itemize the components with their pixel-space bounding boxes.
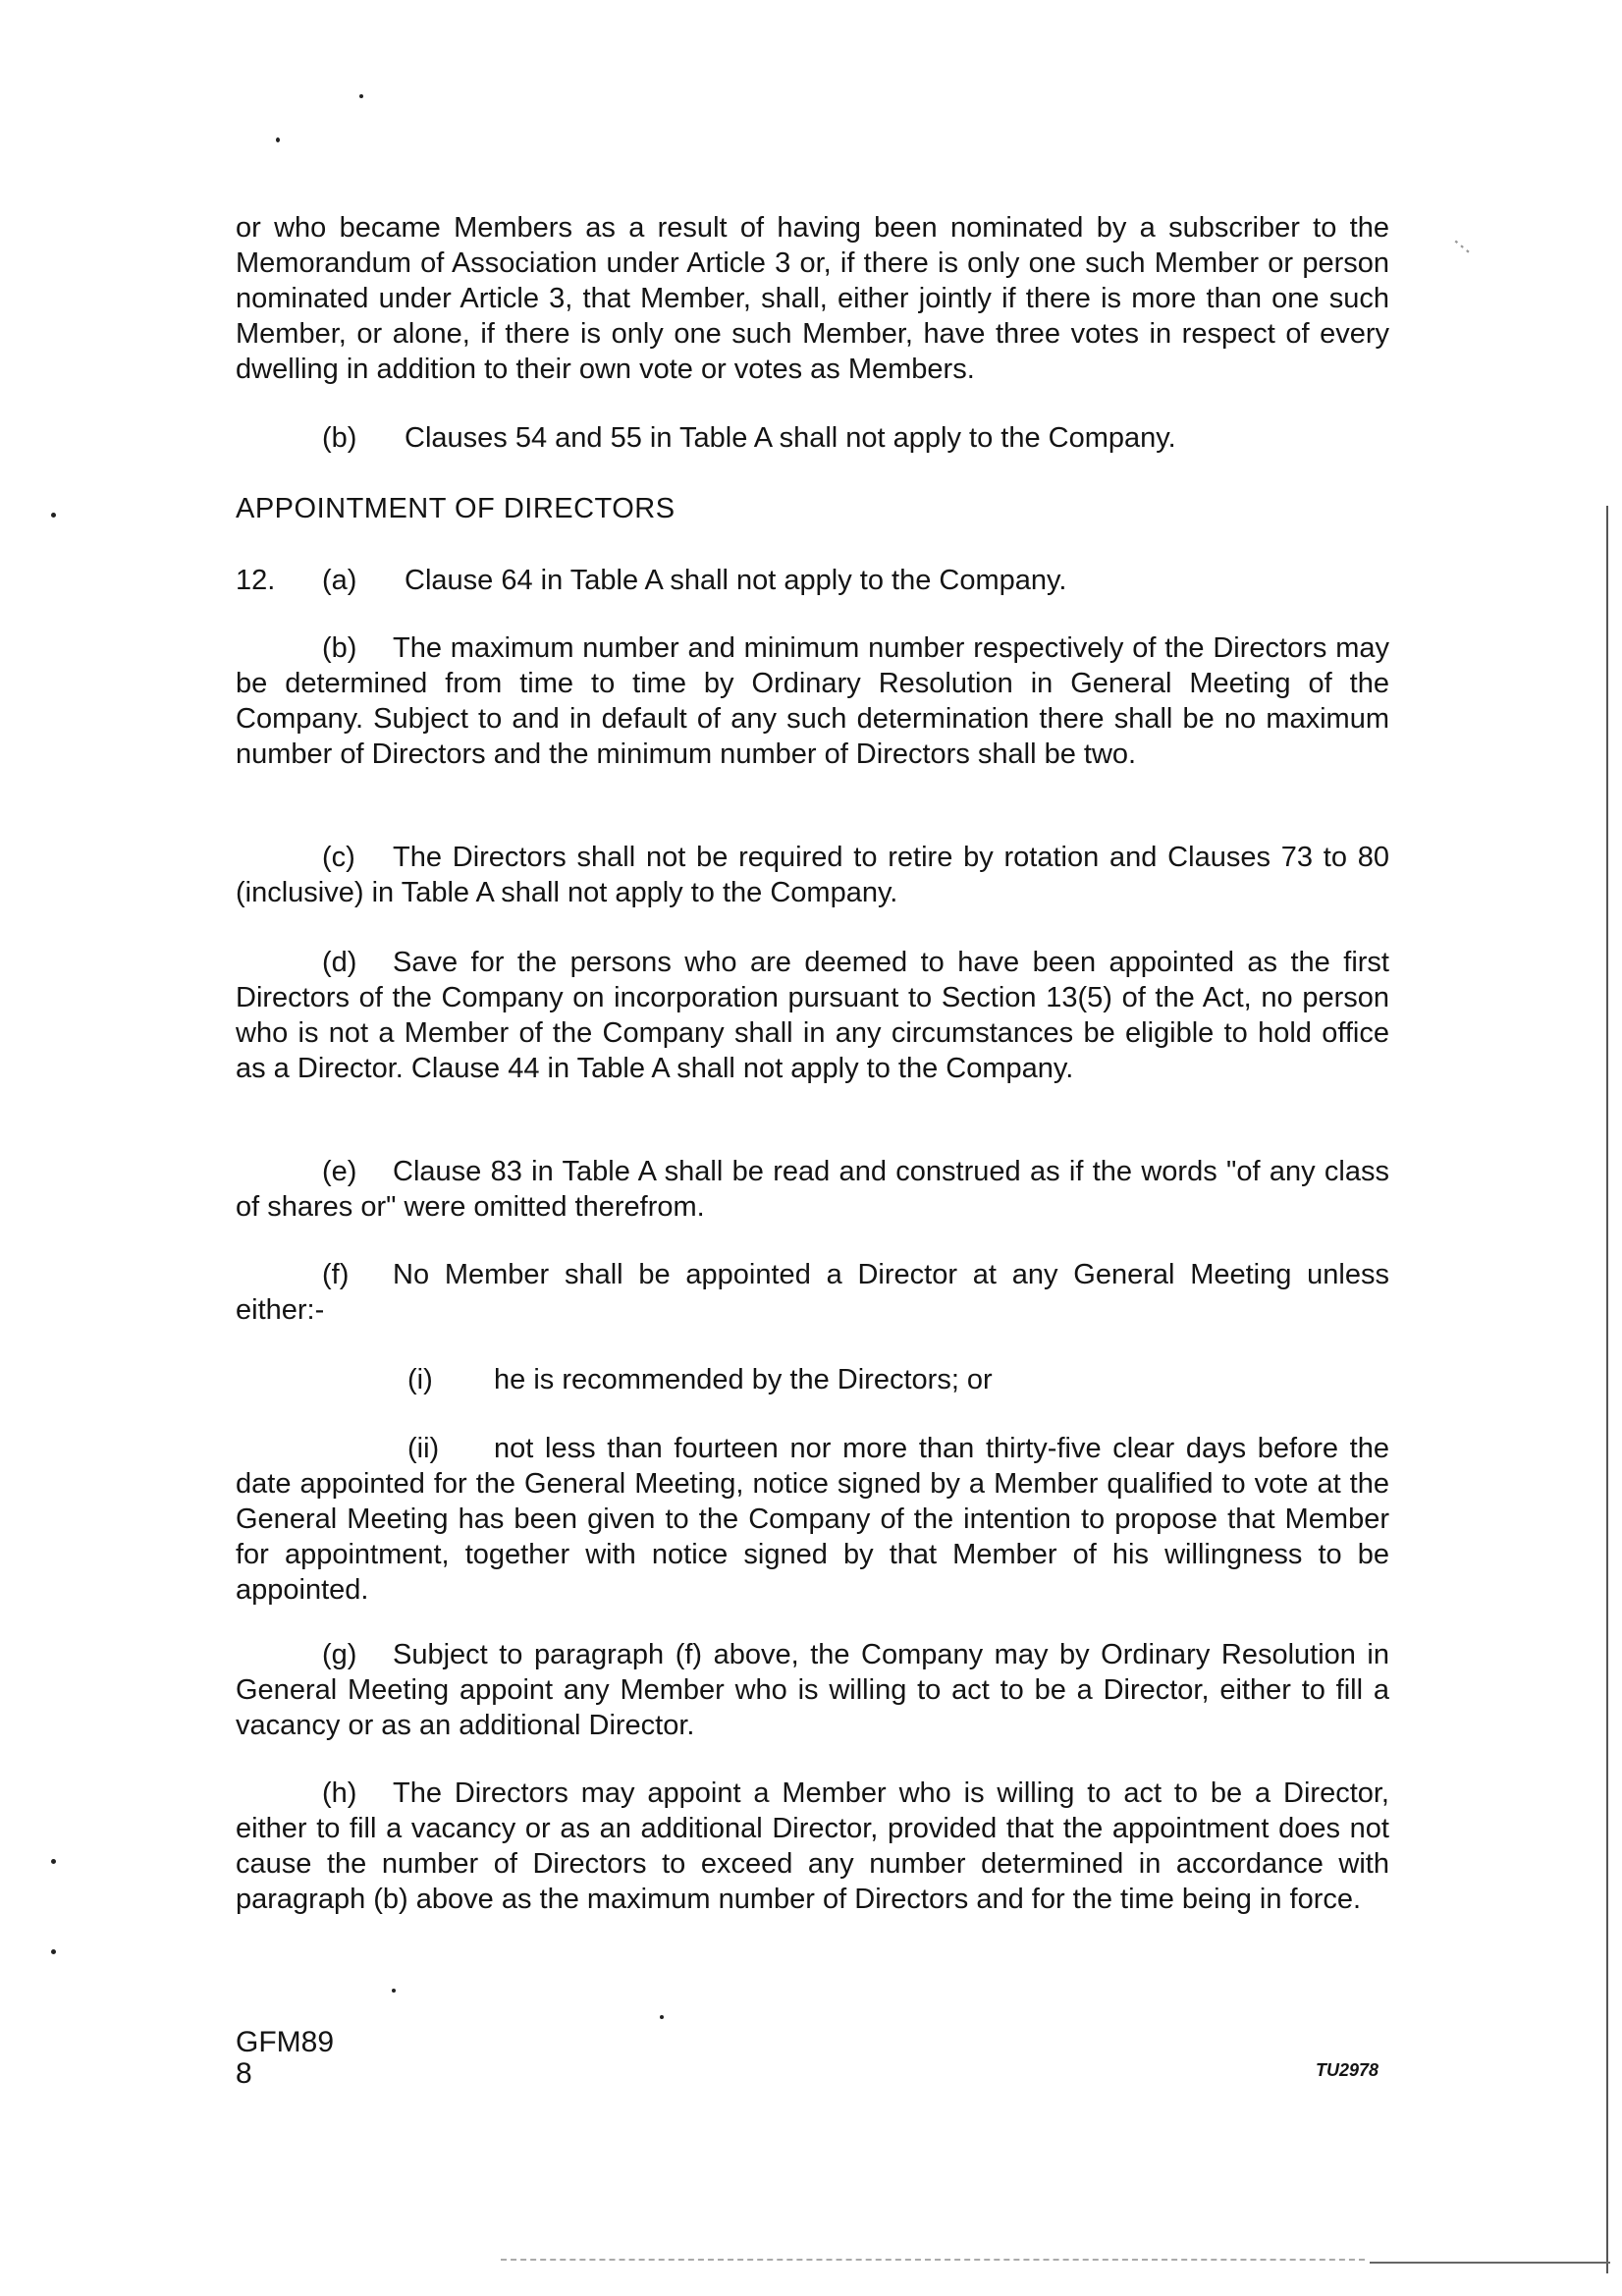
scan-speck: [359, 94, 363, 98]
footer-code: GFM89: [236, 2026, 335, 2058]
clause-text: The Directors shall not be required to retire by rotation and Clauses 73 to 80 (inclusive) in Table A shall not apply to the Company.: [236, 842, 1389, 908]
clause-12c: [236, 840, 1389, 910]
clause-label: (f): [322, 1259, 350, 1290]
clause-label: (h): [322, 1777, 357, 1809]
scan-speck: [51, 1859, 56, 1864]
clause-label: (d): [322, 947, 357, 978]
clause-11b: [322, 420, 1176, 456]
scan-speck: [660, 2015, 664, 2019]
clause-text: Subject to paragraph (f) above, the Company may by Ordinary Resolution in General Meeting appoint any Member who is willing to act to be a Director, either to fill a vacancy or as an additional Director.: [236, 1639, 1389, 1741]
clause-12a: [236, 563, 1066, 598]
clause-text: The Directors may appoint a Member who is willing to act to be a Director, either to fill a vacancy or as an additional Director, provided that the appointment does not cause the number of Directors to exceed any number determined in accordance with paragraph (b) above as the maximum number of Directors and for the time being in force.: [236, 1777, 1389, 1915]
scan-speck: [51, 513, 56, 518]
scan-mark: ⋮: [1444, 230, 1479, 263]
clause-12f-ii: [236, 1431, 1389, 1608]
clause-12b: [236, 630, 1389, 772]
section-heading: APPOINTMENT OF DIRECTORS: [236, 493, 676, 524]
document-reference: TU2978: [1316, 2060, 1379, 2080]
clause-12g: [236, 1637, 1389, 1743]
clause-12d: [236, 945, 1389, 1086]
clause-text: he is recommended by the Directors; or: [494, 1364, 993, 1395]
clause-label: (g): [322, 1639, 357, 1670]
intro-paragraph: or who became Members as a result of having been nominated by a subscriber to the Memorandum of Association under Article 3 or, if there is only one such Member or person nominated under Article 3, that Member, shall, either jointly if there is more than one such Member, or alone, if there is only one such Member, have three votes in respect of every dwelling in addition to their own vote or votes as Members.: [236, 212, 1389, 385]
clause-label: (i): [407, 1364, 433, 1395]
clause-text: not less than fourteen nor more than thirty-five clear days before the date appointed for the General Meeting, notice signed by a Member qualified to vote at the General Meeting has been given to the Company of the intention to propose that Member for appointment, together with notice signed by that Member of his willingness to be appointed.: [236, 1433, 1389, 1606]
clause-text: Clauses 54 and 55 in Table A shall not apply to the Company.: [405, 422, 1176, 454]
clause-text: Save for the persons who are deemed to have been appointed as the first Directors of the Company on incorporation pursuant to Section 13(5) of the Act, no person who is not a Member of the Company shall in any circumstances be eligible to hold office as a Director. Clause 44 in Table A shall not apply to the Company.: [236, 947, 1389, 1084]
scan-speck: [392, 1989, 396, 1993]
clause-number: 12.: [236, 565, 276, 596]
clause-label: (e): [322, 1156, 357, 1187]
scan-speck: [276, 137, 280, 142]
clause-text: Clause 83 in Table A shall be read and construed as if the words "of any class of shares or" were omitted therefrom.: [236, 1156, 1389, 1223]
page-number: 8: [236, 2057, 252, 2090]
clause-label: (ii): [407, 1433, 440, 1464]
scan-edge: [501, 2259, 1365, 2261]
clause-label: (b): [322, 422, 357, 454]
scan-edge: [1606, 506, 1608, 2273]
clause-text: Clause 64 in Table A shall not apply to the Company.: [405, 565, 1067, 596]
scan-speck: [51, 1949, 56, 1954]
clause-12h: [236, 1776, 1389, 1917]
clause-text: No Member shall be appointed a Director at any General Meeting unless either:-: [236, 1259, 1389, 1326]
scan-edge: [1370, 2262, 1610, 2264]
clause-12e: [236, 1154, 1389, 1225]
clause-text: The maximum number and minimum number respectively of the Directors may be determined from time to time by Ordinary Resolution in General Meeting of the Company. Subject to and in default of any such determination there shall be no maximum number of Directors and the minimum number of Directors shall be two.: [236, 632, 1389, 770]
clause-label: (b): [322, 632, 357, 664]
clause-label: (c): [322, 842, 355, 873]
clause-label: (a): [322, 565, 357, 596]
clause-12f: [236, 1257, 1389, 1328]
clause-12f-i: [407, 1362, 993, 1397]
